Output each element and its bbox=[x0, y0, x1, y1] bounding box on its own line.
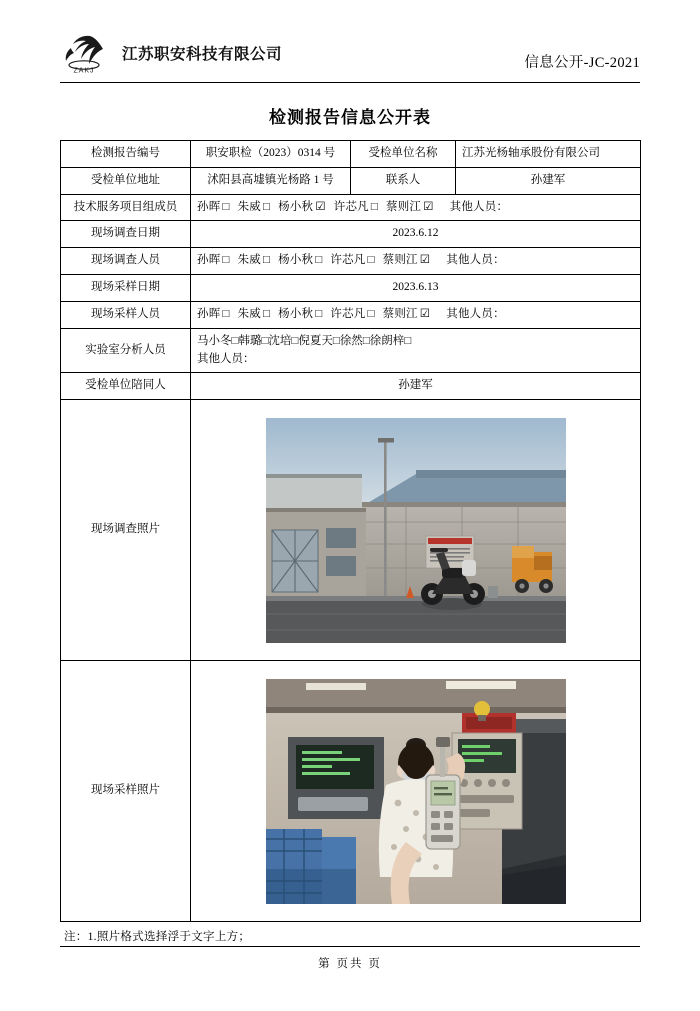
table-row-photo2 bbox=[61, 661, 641, 922]
photo2-cell bbox=[191, 661, 641, 922]
table-row bbox=[61, 328, 641, 373]
table-row-photo1 bbox=[61, 400, 641, 661]
footer-divider bbox=[60, 946, 640, 947]
escort-value: 孙建军 bbox=[191, 373, 641, 400]
table-row bbox=[61, 141, 641, 168]
photo1-label: 现场调查照片 bbox=[61, 400, 191, 661]
client-value: 江苏光杨轴承股份有限公司 bbox=[456, 141, 641, 168]
table-notes: 注：1.照片格式选择浮于文字上方； bbox=[64, 931, 251, 944]
sampling-members-list: 孙晖 □ 朱威 □ 杨小秋 □ 许芯凡 □ 蔡则江 ☑ 其他人员： bbox=[191, 301, 641, 328]
page-header bbox=[60, 22, 640, 84]
page-number: 第 页共 页 bbox=[318, 958, 382, 970]
company-logo-block bbox=[60, 31, 282, 75]
survey-members-list: 孙晖 □ 朱威 □ 杨小秋 □ 许芯凡 □ 蔡则江 ☑ 其他人员： bbox=[191, 248, 641, 275]
site-survey-photo bbox=[266, 418, 566, 643]
table-row bbox=[61, 167, 641, 194]
report-no-label: 检测报告编号 bbox=[61, 141, 191, 168]
address-label: 受检单位地址 bbox=[61, 167, 191, 194]
table-row bbox=[61, 275, 641, 302]
contact-label: 联系人 bbox=[351, 167, 456, 194]
company-logo-icon bbox=[60, 31, 114, 75]
document-code: 信息公开-JC-2021 bbox=[524, 55, 640, 71]
address-value: 沭阳县高墟镇光杨路 1 号 bbox=[191, 167, 351, 194]
table-row bbox=[61, 248, 641, 275]
table-row bbox=[61, 373, 641, 400]
survey-date-label: 现场调查日期 bbox=[61, 221, 191, 248]
lab-label: 实验室分析人员 bbox=[61, 328, 191, 373]
lab-members-line: 马小冬□韩璐□沈培□倪夏天□徐然□徐朗梓□ bbox=[197, 334, 412, 347]
escort-label: 受检单位陪同人 bbox=[61, 373, 191, 400]
table-row bbox=[61, 194, 641, 221]
survey-date-value: 2023.6.12 bbox=[191, 221, 641, 248]
client-label: 受检单位名称 bbox=[351, 141, 456, 168]
page-title: 检测报告信息公开表 bbox=[269, 108, 431, 127]
sampling-date-label: 现场采样日期 bbox=[61, 275, 191, 302]
team-label: 技术服务项目组成员 bbox=[61, 194, 191, 221]
site-sampling-photo bbox=[266, 679, 566, 904]
report-info-table bbox=[60, 140, 641, 922]
photo2-label: 现场采样照片 bbox=[61, 661, 191, 922]
photo1-cell bbox=[191, 400, 641, 661]
header-divider bbox=[60, 82, 640, 83]
lab-members-list bbox=[191, 328, 641, 373]
document-page bbox=[0, 22, 700, 1011]
sampling-date-value: 2023.6.13 bbox=[191, 275, 641, 302]
sampling-staff-label: 现场采样人员 bbox=[61, 301, 191, 328]
report-no-value: 职安职检（2023）0314 号 bbox=[191, 141, 351, 168]
survey-staff-label: 现场调查人员 bbox=[61, 248, 191, 275]
lab-others-label: 其他人员： bbox=[197, 352, 255, 365]
svg-text:ZAKJ: ZAKJ bbox=[73, 67, 95, 75]
table-row bbox=[61, 301, 641, 328]
page-footer bbox=[60, 946, 640, 971]
table-row bbox=[61, 221, 641, 248]
contact-value: 孙建军 bbox=[456, 167, 641, 194]
company-name: 江苏职安科技有限公司 bbox=[122, 46, 283, 63]
team-members-list: 孙晖 □ 朱威 □ 杨小秋 ☑ 许芯凡 □ 蔡则江 ☑ 其他人员： bbox=[191, 194, 641, 221]
